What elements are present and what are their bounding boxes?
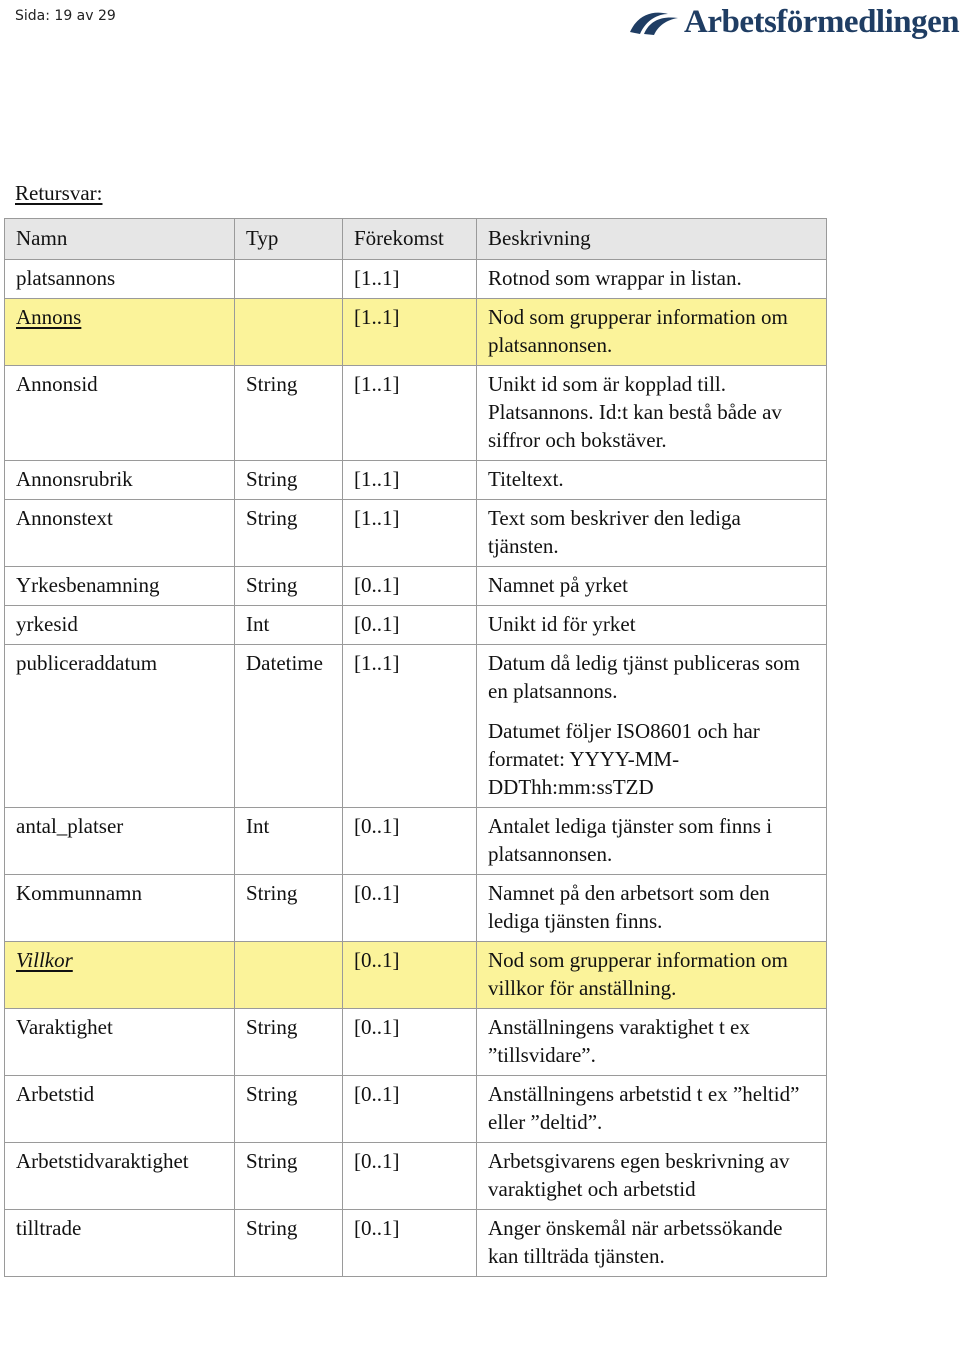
field-occurrence: [0..1] xyxy=(343,567,477,606)
table-row xyxy=(5,567,827,606)
table-row xyxy=(5,366,827,461)
arbetsformedlingen-logo xyxy=(628,4,959,41)
field-occurrence: [0..1] xyxy=(343,875,477,942)
table-row-group xyxy=(5,299,827,366)
field-name: platsannons xyxy=(5,260,235,299)
field-description: Text som beskriver den lediga tjänsten. xyxy=(477,500,827,567)
field-occurrence: [0..1] xyxy=(343,942,477,1009)
field-name-link[interactable]: Annons xyxy=(16,305,82,329)
column-header-type: Typ xyxy=(235,219,343,260)
field-description: Datum då ledig tjänst publiceras som en platsannons. xyxy=(488,651,801,703)
field-name-cell xyxy=(5,942,235,1009)
field-description: Anställningens varaktighet t ex ”tillsvidare”. xyxy=(477,1009,827,1076)
field-name: Arbetstid xyxy=(5,1076,235,1143)
field-name: Kommunnamn xyxy=(5,875,235,942)
field-type: Int xyxy=(235,606,343,645)
field-type: String xyxy=(235,1210,343,1277)
page-number: Sida: 19 av 29 xyxy=(15,8,116,24)
field-occurrence: [0..1] xyxy=(343,1009,477,1076)
field-name: Annonsid xyxy=(5,366,235,461)
field-type: Int xyxy=(235,808,343,875)
column-header-name: Namn xyxy=(5,219,235,260)
field-type: String xyxy=(235,366,343,461)
field-type xyxy=(235,299,343,366)
table-row xyxy=(5,500,827,567)
field-description: Namnet på yrket xyxy=(477,567,827,606)
field-description-format: Datumet följer ISO8601 och har formatet: YYYY-MM-DDThh:mm:ssTZD xyxy=(488,719,760,799)
table-row xyxy=(5,1076,827,1143)
field-occurrence: [1..1] xyxy=(343,500,477,567)
table-row xyxy=(5,461,827,500)
field-type xyxy=(235,260,343,299)
field-description: Anger önskemål när arbetssökande kan tillträda tjänsten. xyxy=(477,1210,827,1277)
field-name: Yrkesbenamning xyxy=(5,567,235,606)
field-description: Titeltext. xyxy=(477,461,827,500)
field-occurrence: [1..1] xyxy=(343,645,477,808)
field-description: Unikt id som är kopplad till. Platsannons. Id:t kan bestå både av siffror och bokstäver. xyxy=(477,366,827,461)
field-name: yrkesid xyxy=(5,606,235,645)
field-type: Datetime xyxy=(235,645,343,808)
field-name-link[interactable]: Villkor xyxy=(16,948,73,972)
field-description: Antalet lediga tjänster som finns i platsannonsen. xyxy=(477,808,827,875)
field-type: String xyxy=(235,500,343,567)
table-row xyxy=(5,1143,827,1210)
field-type: String xyxy=(235,567,343,606)
field-description: Rotnod som wrappar in listan. xyxy=(477,260,827,299)
field-name: antal_platser xyxy=(5,808,235,875)
field-name: publiceraddatum xyxy=(5,645,235,808)
field-type: String xyxy=(235,461,343,500)
column-header-occurrence: Förekomst xyxy=(343,219,477,260)
table-row xyxy=(5,875,827,942)
field-description: Namnet på den arbetsort som den lediga tjänsten finns. xyxy=(477,875,827,942)
field-name: tilltrade xyxy=(5,1210,235,1277)
field-occurrence: [1..1] xyxy=(343,366,477,461)
table-header-row xyxy=(5,219,827,260)
field-type: String xyxy=(235,875,343,942)
table-row-group xyxy=(5,942,827,1009)
field-description: Unikt id för yrket xyxy=(477,606,827,645)
field-type: String xyxy=(235,1143,343,1210)
field-occurrence: [0..1] xyxy=(343,1210,477,1277)
page-header xyxy=(0,0,960,60)
field-occurrence: [0..1] xyxy=(343,1143,477,1210)
field-type: String xyxy=(235,1076,343,1143)
logo-wordmark: Arbetsförmedlingen xyxy=(684,4,960,40)
field-description: Arbetsgivarens egen beskrivning av varaktighet och arbetstid xyxy=(477,1143,827,1210)
table-row xyxy=(5,1009,827,1076)
field-type xyxy=(235,942,343,1009)
field-occurrence: [0..1] xyxy=(343,808,477,875)
field-description: Nod som grupperar information om villkor för anställning. xyxy=(477,942,827,1009)
field-occurrence: [0..1] xyxy=(343,1076,477,1143)
field-name: Annonstext xyxy=(5,500,235,567)
field-name: Varaktighet xyxy=(5,1009,235,1076)
section-title: Retursvar: xyxy=(15,181,103,205)
field-description: Anställningens arbetstid t ex ”heltid” eller ”deltid”. xyxy=(477,1076,827,1143)
field-occurrence: [0..1] xyxy=(343,606,477,645)
response-fields-table xyxy=(4,218,827,1277)
table-row xyxy=(5,1210,827,1277)
field-occurrence: [1..1] xyxy=(343,260,477,299)
field-occurrence: [1..1] xyxy=(343,461,477,500)
field-description-cell xyxy=(477,645,827,808)
field-name-cell xyxy=(5,299,235,366)
table-row xyxy=(5,260,827,299)
field-name: Arbetstidvaraktighet xyxy=(5,1143,235,1210)
field-type: String xyxy=(235,1009,343,1076)
column-header-description: Beskrivning xyxy=(477,219,827,260)
field-description: Nod som grupperar information om platsannonsen. xyxy=(477,299,827,366)
field-name: Annonsrubrik xyxy=(5,461,235,500)
field-occurrence: [1..1] xyxy=(343,299,477,366)
table-row xyxy=(5,606,827,645)
table-row xyxy=(5,645,827,808)
table-row xyxy=(5,808,827,875)
arbetsformedlingen-swirl-logo-icon xyxy=(628,8,680,38)
